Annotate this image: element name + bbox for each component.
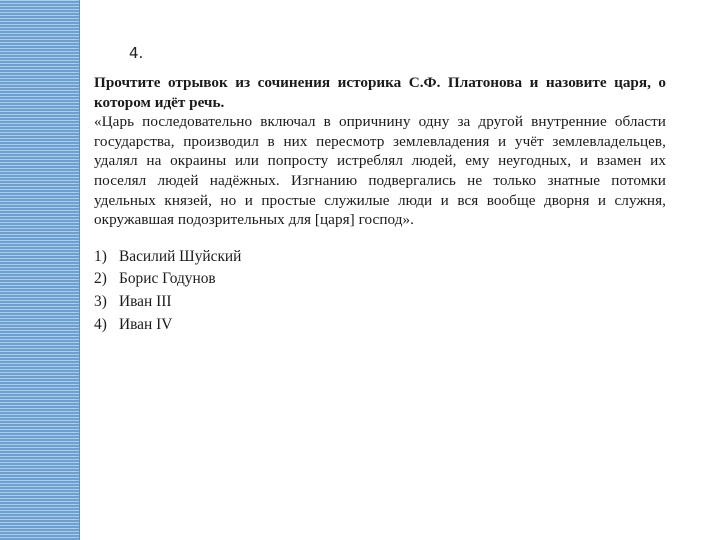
- answer-options: [94, 246, 666, 336]
- answer-option-4: [94, 314, 666, 337]
- answer-option-text: Иван IV: [119, 315, 173, 333]
- question-content: [94, 73, 666, 336]
- answer-option-1: [94, 246, 666, 269]
- answer-option-text: Иван III: [119, 292, 172, 310]
- decorative-stripe-band: [0, 0, 79, 540]
- answer-option-text: Василий Шуйский: [119, 247, 242, 265]
- answer-option-2: [94, 268, 666, 291]
- answer-option-3: [94, 291, 666, 314]
- question-prompt: Прочтите отрывок из сочинения историка С.Ф. Платонова и назовите царя, о котором идёт речь.: [94, 74, 666, 111]
- answer-option-number: 3): [94, 292, 107, 310]
- answer-option-number: 1): [94, 247, 107, 265]
- question-number: 4.: [129, 44, 144, 62]
- answer-option-text: Борис Годунов: [119, 270, 216, 288]
- stripe-band-edge: [79, 0, 80, 540]
- answer-option-number: 2): [94, 270, 107, 288]
- answer-option-number: 4): [94, 315, 107, 333]
- historian-quote-passage: «Царь последовательно включал в опричнину одну за другой внутренние области государства, производил в них пересмотр землевладения и учёт землевладельцев, удалял на окраины или попросту истреблял людей, ему неугодных, и взамен их поселял людей надёжных. Изгнанию подвергались не только знатные потомки удельных князей, но и простые служилые люди и вся вообще дворня и служня, окружавшая подозрительных для [царя] господ».: [94, 113, 666, 229]
